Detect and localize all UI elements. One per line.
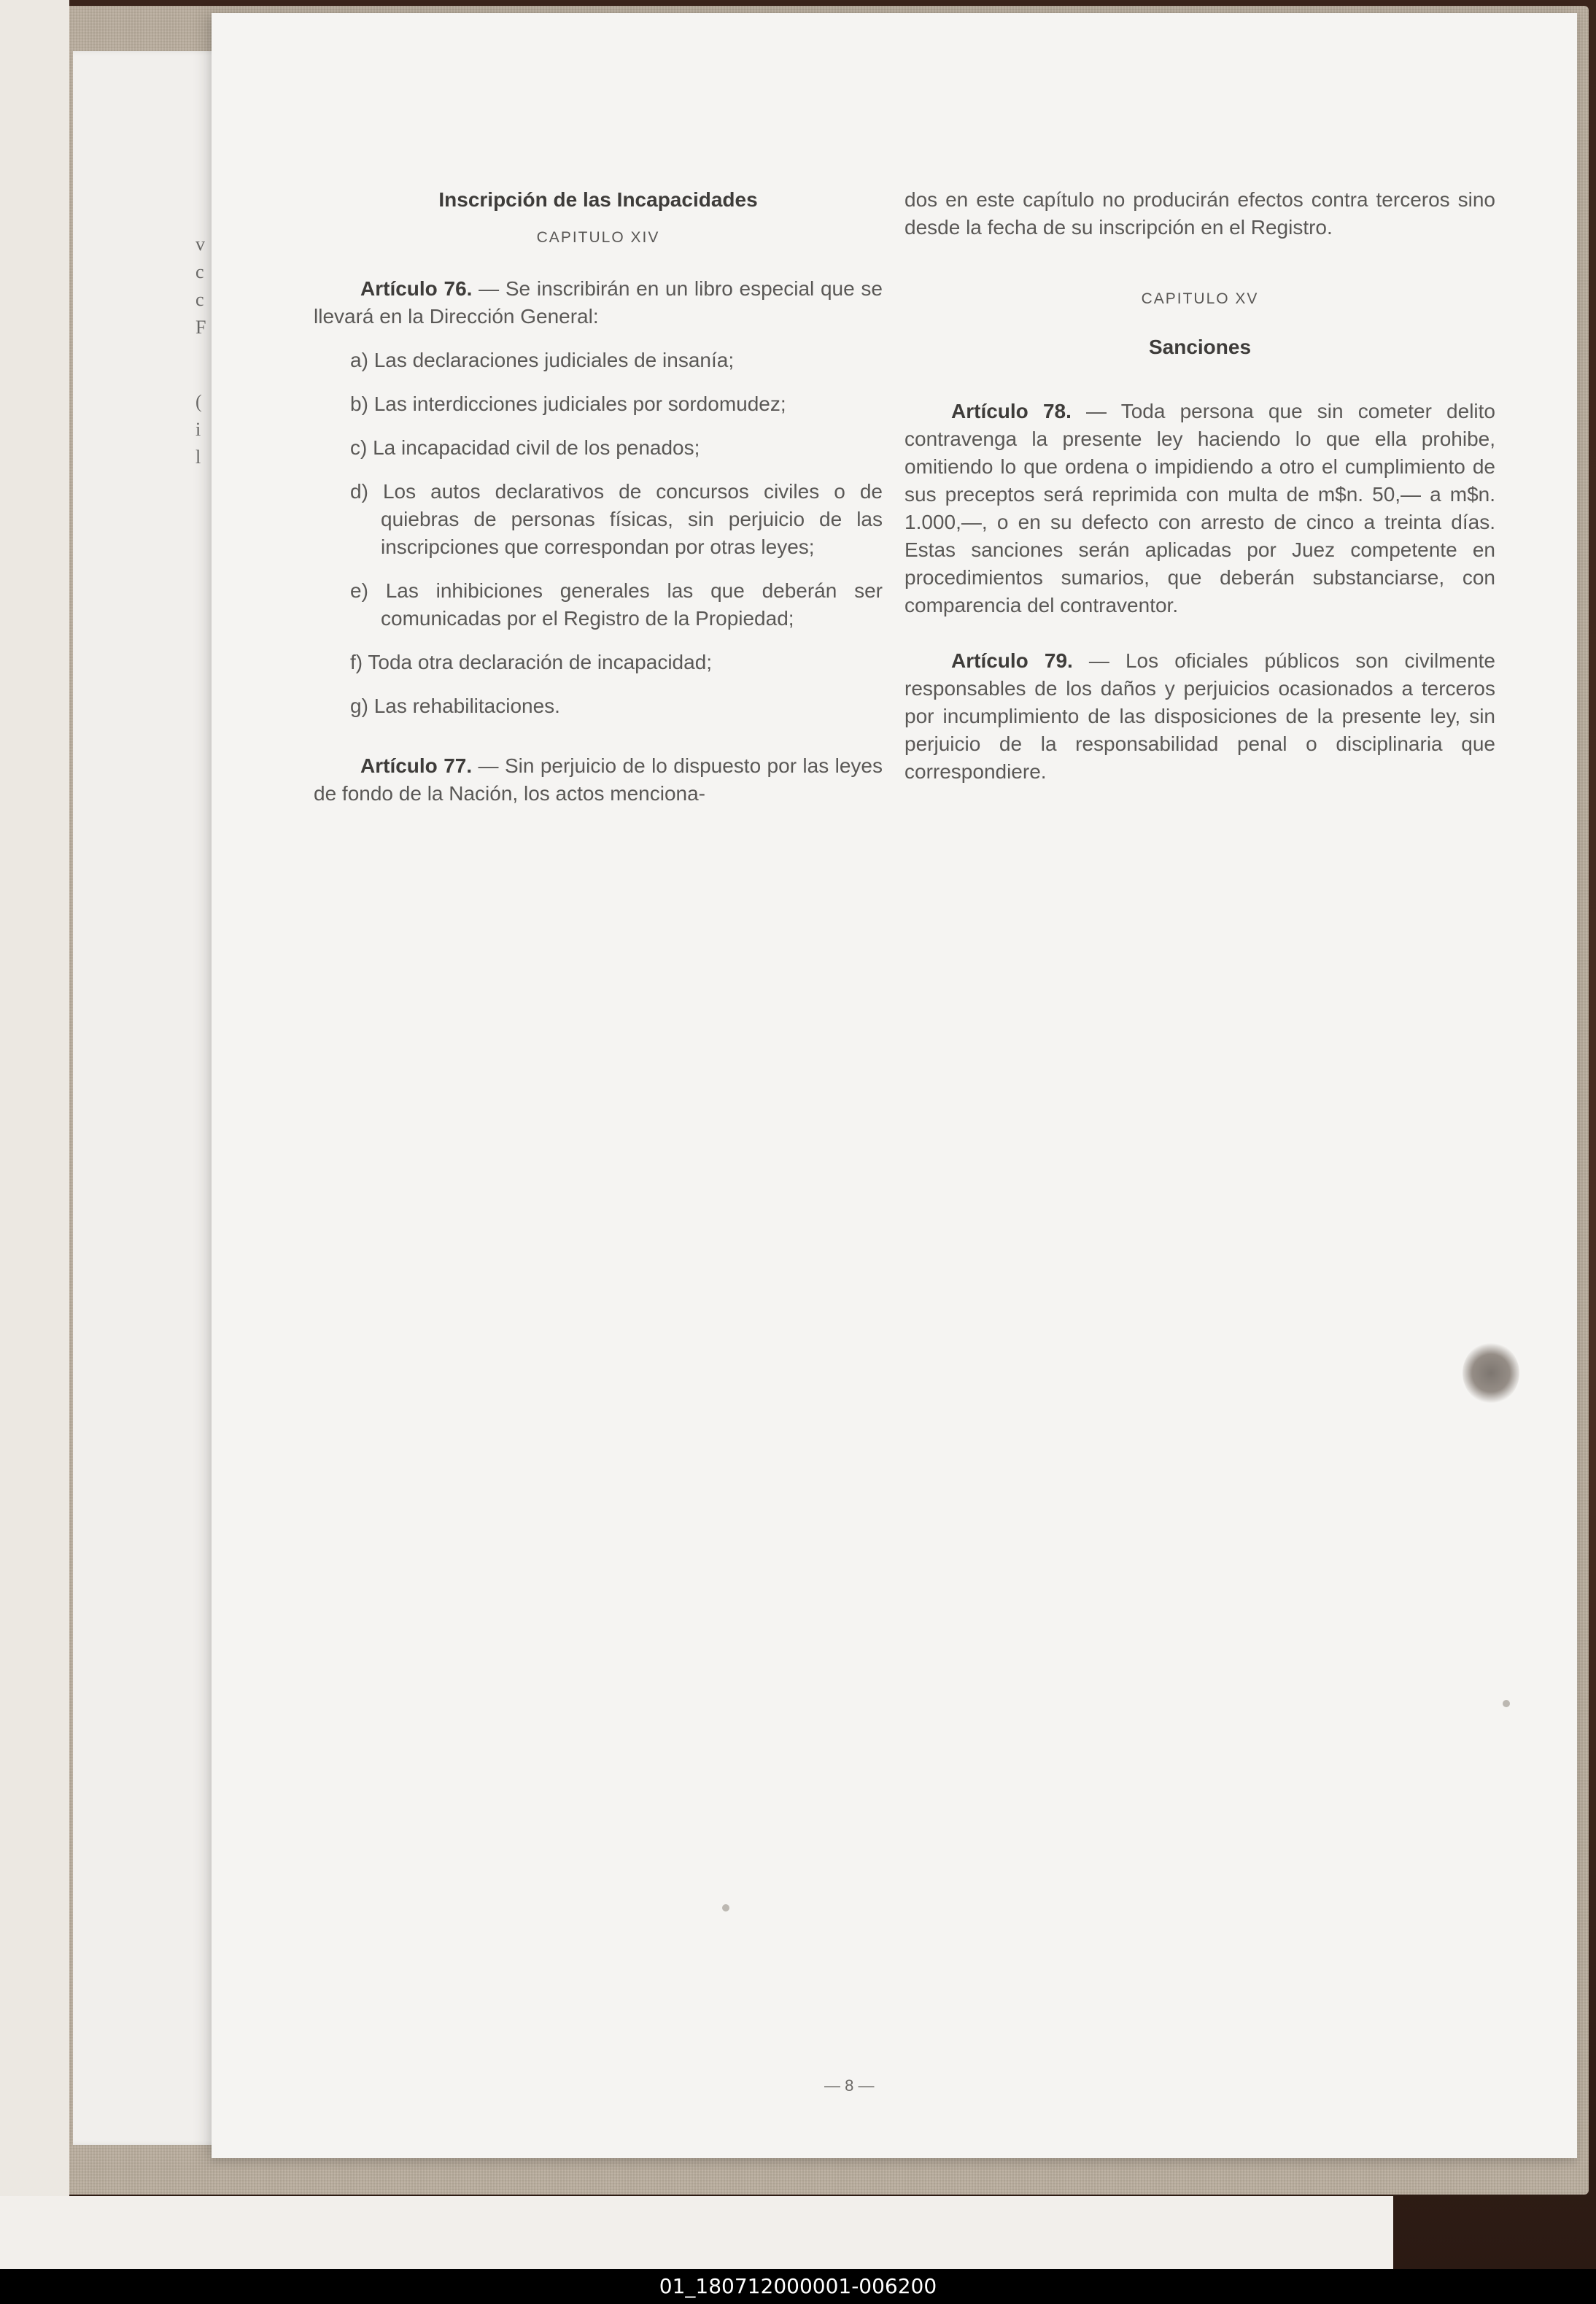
- item-letter: b): [350, 393, 368, 415]
- article-text: — Los oficiales públicos son civilmente responsables de los daños y perjuicios ocasionados a terceros por incumplimiento de las disposiciones de la presente ley, sin perjuicio de la responsabilidad penal o disciplinaria que correspondiere.: [904, 649, 1495, 783]
- list-item: [314, 434, 883, 462]
- paper-speck: [1503, 1700, 1510, 1707]
- item-letter: d): [350, 480, 368, 503]
- item-text: Las rehabilitaciones.: [373, 695, 560, 717]
- chapter-heading: CAPITULO XIV: [536, 229, 660, 246]
- article-76: [314, 275, 883, 330]
- article-label: Artículo 78.: [951, 400, 1072, 422]
- image-caption: 01_180712000001-006200: [0, 2269, 1596, 2304]
- item-letter: g): [350, 695, 368, 717]
- edge-char: c: [195, 261, 204, 282]
- bottom-paper: [0, 2196, 1393, 2269]
- article-text: — Toda persona que sin cometer delito contravenga la presente ley haciendo lo que ella prohibe, omitiendo lo que ordena o impidiendo a otro el cumplimiento de sus preceptos será reprimida con multa de m$n. 50,— a m$n. 1.000,—, o en su defecto con arresto de cinco a treinta días. Estas sanciones serán aplicadas por Juez competente en procedimientos sumarios, que deberán substanciarse, con comparencia del contraventor.: [904, 400, 1495, 616]
- right-column: [904, 186, 1495, 786]
- article-77: [314, 752, 883, 808]
- edge-char: v: [195, 233, 205, 255]
- edge-char: (: [195, 391, 202, 412]
- section-title: Sanciones: [1148, 336, 1252, 358]
- list-item: [314, 649, 883, 676]
- left-column: [314, 186, 883, 808]
- list-item: [314, 692, 883, 720]
- chapter-heading: CAPITULO XV: [1141, 290, 1259, 307]
- list-item: [314, 347, 883, 374]
- item-letter: a): [350, 349, 368, 371]
- item-text: Las inhibiciones generales las que deberán ser comunicadas por el Registro de la Propiedad;: [381, 579, 883, 630]
- item-text: Los autos declarativos de concursos civiles o de quiebras de personas físicas, sin perjuicio de las inscripciones que correspondan por otras leyes;: [381, 480, 883, 558]
- article-label: Artículo 76.: [360, 277, 473, 300]
- underlying-page-edge: [73, 51, 233, 2145]
- edge-char: F: [195, 317, 206, 338]
- item-letter: f): [350, 651, 363, 673]
- item-letter: e): [350, 579, 368, 602]
- article-text: — Se inscribirán en un libro especial que se llevará en la Dirección General:: [314, 277, 883, 328]
- item-text: La incapacidad civil de los penados;: [373, 436, 700, 459]
- list-item: [314, 478, 883, 561]
- paper-speck: [722, 1904, 729, 1911]
- paper-stain: [1463, 1342, 1519, 1404]
- edge-char: l: [195, 447, 201, 468]
- list-item: [314, 577, 883, 633]
- left-margin-paper: [0, 0, 69, 2268]
- edge-char: c: [195, 289, 204, 310]
- item-text: Toda otra declaración de incapacidad;: [368, 651, 713, 673]
- item-text: Las interdicciones judiciales por sordomudez;: [373, 393, 786, 415]
- item-letter: c): [350, 436, 368, 459]
- item-text: Las declaraciones judiciales de insanía;: [373, 349, 735, 371]
- list-item: [314, 390, 883, 418]
- edge-char: i: [195, 419, 201, 440]
- page-number: — 8 —: [824, 2076, 875, 2095]
- article-label: Artículo 77.: [360, 754, 473, 777]
- article-78: [904, 398, 1495, 619]
- article-79: [904, 647, 1495, 786]
- article-77-continuation: dos en este capítulo no producirán efectos contra terceros sino desde la fecha de su inscripción en el Registro.: [904, 188, 1495, 239]
- section-title: Inscripción de las Incapacidades: [438, 188, 758, 211]
- article-text: — Sin perjuicio de lo dispuesto por las leyes de fondo de la Nación, los actos menciona-: [314, 754, 883, 805]
- article-label: Artículo 79.: [951, 649, 1073, 672]
